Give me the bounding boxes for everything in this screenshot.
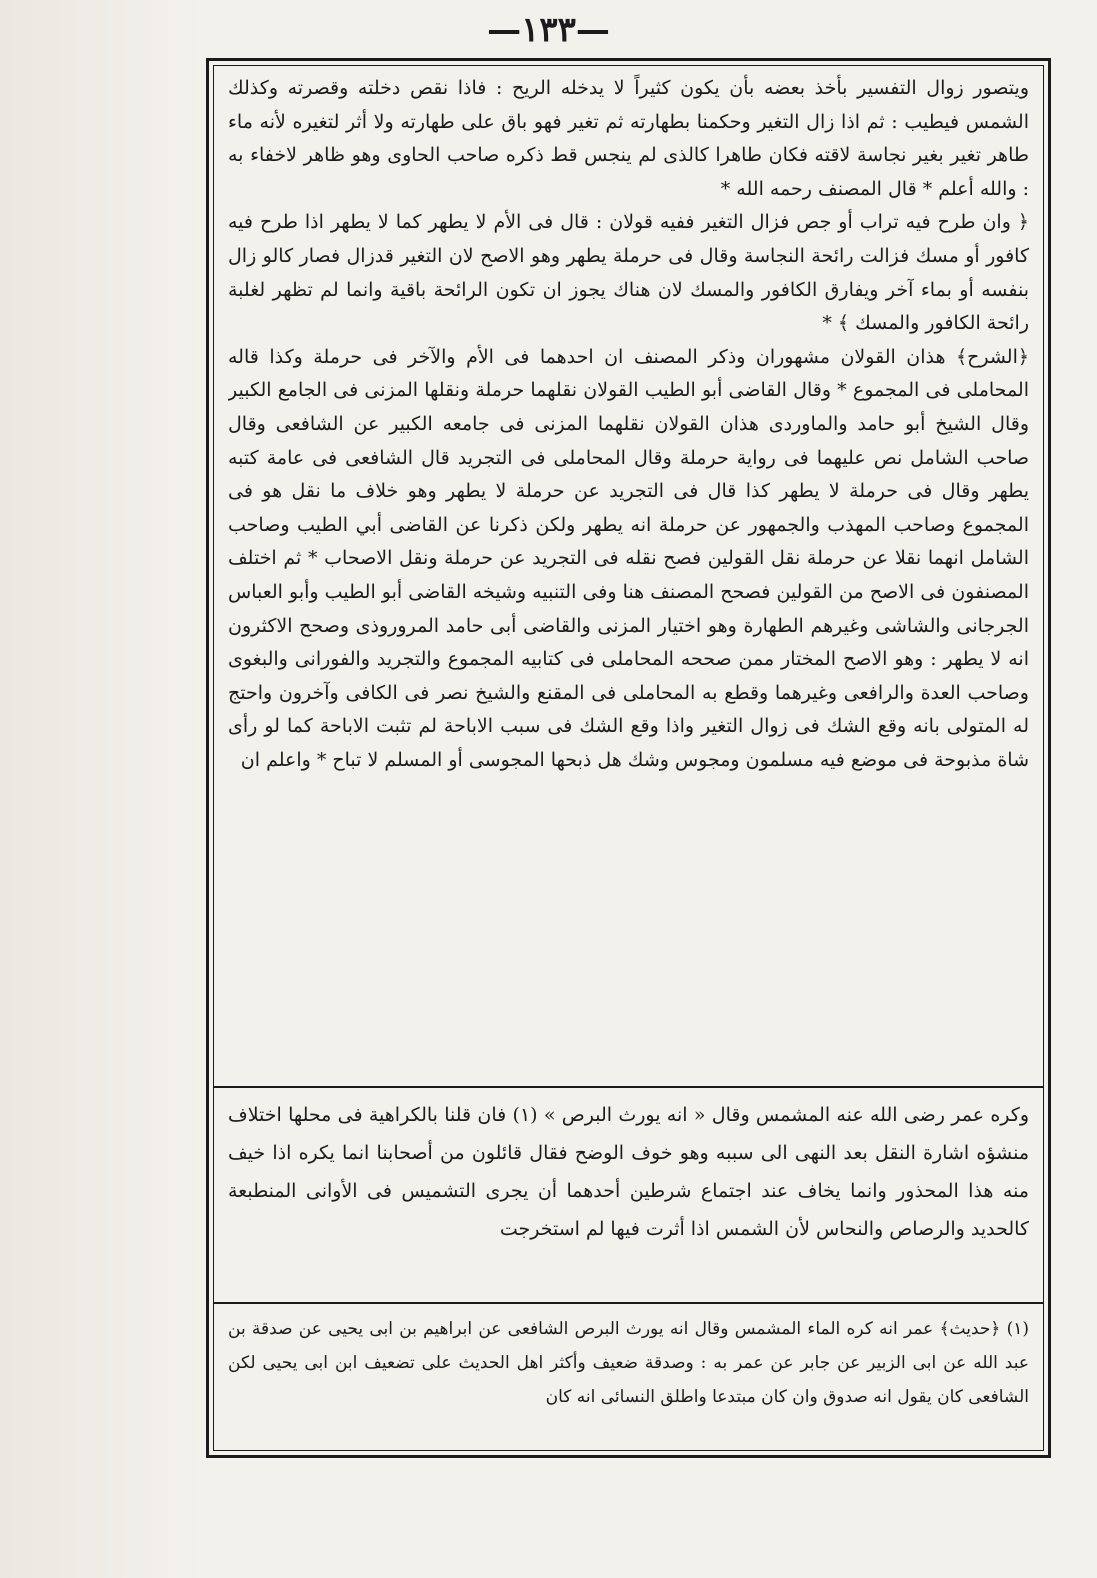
main-text — [228, 72, 1029, 1082]
main-paragraph: ويتصور زوال التفسير بأخذ بعضه بأن يكون كثيراً لا يدخله الريح : فاذا نقص دخلته وقصرته وكذلك الشمس فيطيب : ثم اذا زال التغير وحكمنا بطهارته ثم تغير فهو باق على طهارته ولا أثر لتغيره لأنه ماء طاهر تغير بغير نجاسة لاقته فكان طاهرا كالذى لم ينجس قط ذكره صاحب الحاوى وهو ظاهر لاخفاء به : والله أعلم * قال المصنف رحمه الله * — [228, 77, 1029, 200]
footnote-paragraph: (١) ﴿حديث﴾ عمر انه كره الماء المشمس وقال انه يورث البرص الشافعى عن ابراهيم بن ابى يحيى عن صدقة بن عبد الله عن ابى الزبير عن جابر عن عمر به : وصدقة ضعيف وأكثر اهل الحديث على تضعيف ابن ابى يحيى لكن الشافعى كان يقول انه صدوق وان كان مبتدعا واطلق النسائى انه كان — [228, 1319, 1029, 1407]
commentary-paragraph: وكره عمر رضى الله عنه المشمس وقال « انه يورث البرص » (١) فان قلنا بالكراهية فى محلها اختلاف منشؤه اشارة النقل بعد النهى الى سببه وهو خوف الوضح فقال قائلون من أصحابنا انما يكره اذا خيف منه هذا المحذور وانما يخاف عند اجتماع شرطين أحدهما أن يجرى التشميس فى الأوانى المنطبعة كالحديد والرصاص والنحاس لأن الشمس اذا أثرت فيها لم استخرجت — [228, 1104, 1029, 1240]
divider — [214, 1086, 1043, 1088]
page-margin — [0, 0, 206, 1578]
commentary-text — [228, 1096, 1029, 1294]
main-paragraph: ﴿الشرح﴾ هذان القولان مشهوران وذكر المصنف ان احدهما فى الأم والآخر فى حرملة وكذا قاله المحاملى فى المجموع * وقال القاضى أبو الطيب القولان نقلهما حرملة ونقلها المزنى فى الجامع الكبير وقال الشيخ أبو حامد والماوردى هذان القولان نقلهما المزنى فى جامعه الكبير عن الشافعى وقال صاحب الشامل نص عليهما فى رواية حرملة وقال المحاملى فى التجريد قال الشافعى فى عامة كتبه يطهر وقال فى حرملة لا يطهر كذا قال فى التجريد عن حرملة لا يطهر وهو خلاف ما نقل هو فى المجموع وصاحب المهذب والجمهور عن حرملة انه يطهر ولكن ذكرنا عن القاضى أبي الطيب وصاحب الشامل انهما نقلا عن حرملة نقل القولين فصح نقله فى التجريد عن حرملة ونقل الاصحاب * ثم اختلف المصنفون فى الاصح من القولين فصحح المصنف هنا وفى التنبيه وشيخه القاضى أبو الطيب وأبو العباس الجرجانى والشاشى وغيرهم الطهارة وهو اختيار المزنى والقاضى أبى حامد المروروذى وصحح الاكثرون انه لا يطهر : وهو الاصح المختار ممن صححه المحاملى فى كتابيه المجموع والتجريد والفورانى والبغوى وصاحب العدة والرافعى وغيرهما وقطع به المحاملى فى المقنع والشيخ نصر فى الكافى وآخرون واحتج له المتولى بانه وقع الشك فى زوال التغير واذا وقع الشك فى سبب الاباحة لم تثبت الاباحة كما لو رأى شاة مذبوحة فى موضع فيه مسلمون ومجوس وشك هل ذبحها المجوسى أو المسلم لا تباح * واعلم ان — [228, 345, 1029, 771]
footnotes — [228, 1312, 1029, 1442]
main-paragraph: ﴿ وان طرح فيه تراب أو جص فزال التغير ففيه قولان : قال فى الأم لا يطهر كما لا يطهر اذا طرح فيه كافور أو مسك فزالت رائحة النجاسة وقال فى حرملة يطهر وهو الاصح لان التغير قدزال فصار كالو زال بنفسه أو بماء آخر ويفارق الكافور والمسك لان هناك يجوز ان تكون الرائحة باقية وانما لم تظهر لغلبة رائحة الكافور والمسك ﴾ * — [228, 211, 1029, 335]
text-frame — [206, 58, 1051, 1458]
divider — [214, 1302, 1043, 1304]
text-frame-inner — [213, 65, 1044, 1451]
page-number: —١٣٣— — [487, 10, 610, 50]
